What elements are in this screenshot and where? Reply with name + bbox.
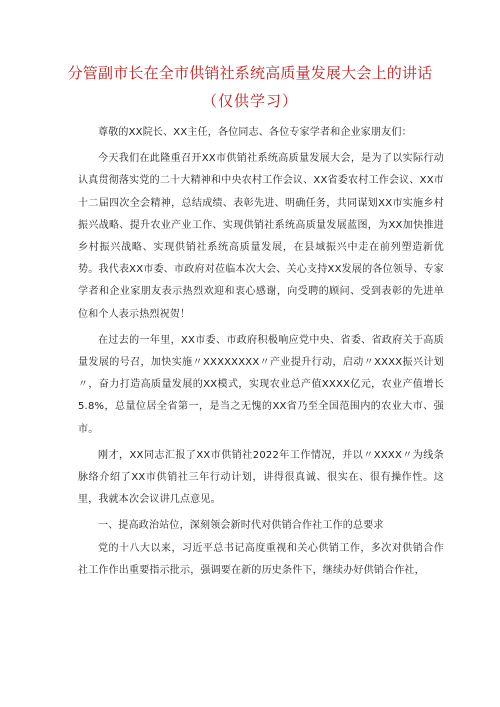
document-body (78, 122, 444, 582)
section-heading-1: 一、提高政治站位，深刻领会新时代对供销合作社工作的总要求 (98, 520, 384, 532)
paragraph-report: 刚才，XX同志汇报了XX市供销社2022年工作情况，并以〃XXXX〃为线条脉络介绍了XX市供销社三年行动计划，讲得很真诚、很实在、很有操作性。这里，我就本次会议讲几点意见。 (78, 449, 444, 506)
paragraph-intro: 今天我们在此隆重召开XX市供销社系统高质量发展大会，是为了以实际行动认真贯彻落实党的二十大精神和中央农村工作会议、XX省委农村工作会议、XX市十二届四次全会精神，总结成绩、表彰先进、明确任务，共同谋划XX市实施乡村振兴战略、提升农业产业工作、实现供销社系统高质量发展蓝图，为XX加快推进乡村振兴战略、实现供销社系统高质量发展，在县域振兴中走在前列塑造新优势。我代表XX市委、市政府对莅临本次大会、关心支持XX发展的各位领导、专家学者和企业家朋友表示热烈欢迎和衷心感谢，向受聘的顾问、受到表彰的先进单位和个人表示热烈祝贺！ (78, 153, 444, 320)
paragraph-achievements: 在过去的一年里，XX市委、市政府积极响应党中央、省委、省政府关于高质量发展的号召，加快实施〃XXXXXXXX〃产业提升行动，启动〃XXXX振兴计划〃，奋力打造高质量发展的XX模式，实现农业总产值XXXX亿元，农业产值增长5.8%，总量位居全省第一，是当之无愧的XX省乃至全国范围内的农业大市、强市。 (78, 334, 444, 435)
document-subtitle: （仅供学习） (201, 92, 298, 110)
paragraph-section-1: 党的十八大以来，习近平总书记高度重视和关心供销工作，多次对供销合作社工作作出重要指示批示，强调要在新的历史条件下，继续办好供销合作社， (78, 542, 444, 576)
salutation: 尊敬的XX院长、XX主任，各位同志、各位专家学者和企业家朋友们： (98, 127, 412, 138)
document-title: 分管副市长在全市供销社系统高质量发展大会上的讲话 (67, 64, 433, 82)
